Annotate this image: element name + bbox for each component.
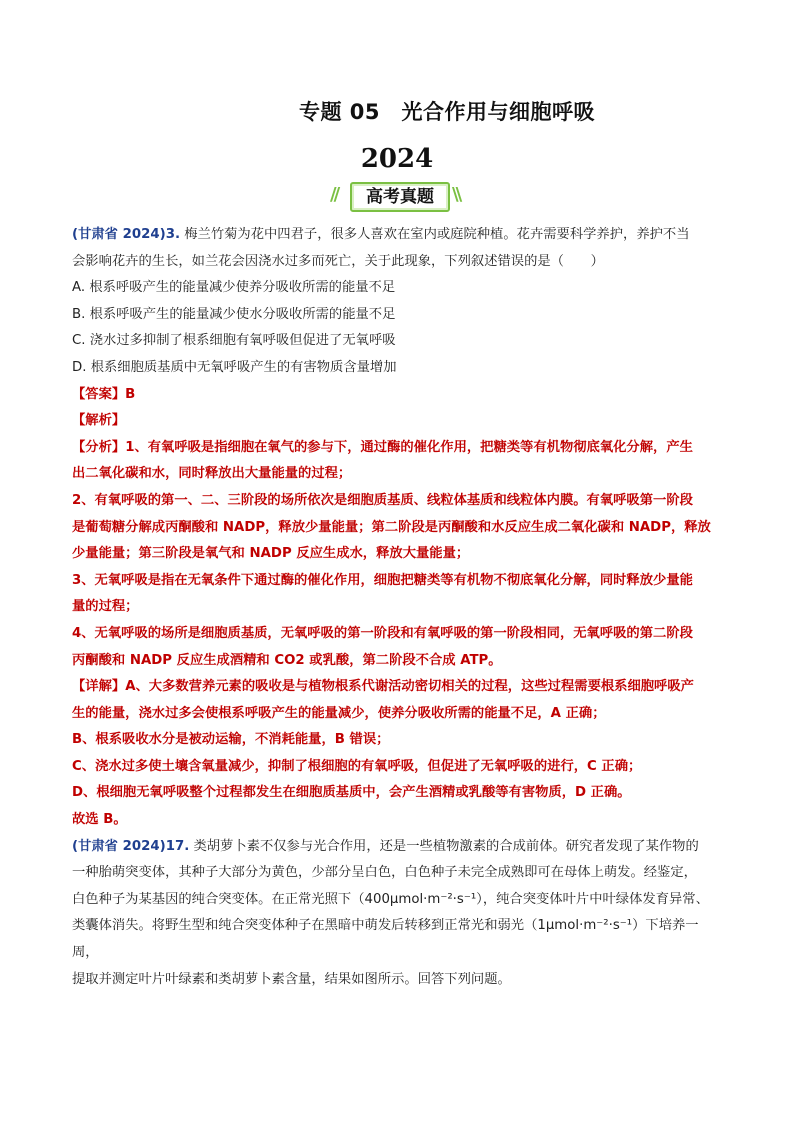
question-17-stem	[72, 834, 722, 861]
fenxi-text: 是葡萄糖分解成丙酮酸和 NADP，释放少量能量；第二阶段是丙酮酸和水反应生成二氧化碳和 NADP，释放	[72, 519, 711, 535]
fenxi-text: 3、无氧呼吸是指在无氧条件下通过酶的催化作用，细胞把糖类等有机物不彻底氧化分解，同时释放少量能	[72, 572, 693, 588]
stem-line: 提取并测定叶片叶绿素和类胡萝卜素含量，结果如图所示。回答下列问题。	[72, 971, 511, 987]
exam-banner	[0, 182, 794, 210]
xiangjie-text: B、根系吸收水分是被动运输，不消耗能量，B 错误；	[72, 732, 390, 748]
stem-line: 梅兰竹菊为花中四君子，很多人喜欢在室内或庭院种植。花卉需要科学养护，养护不当	[180, 227, 690, 242]
option-c: C. 浇水过多抑制了根系细胞有氧呼吸但促进了无氧呼吸	[72, 333, 396, 349]
banner-label: 高考真题	[350, 182, 450, 212]
stem-line: 类胡萝卜素不仅参与光合作用，还是一些植物激素的合成前体。研究者发现了某作物的	[189, 838, 699, 854]
question-source: (甘肃省 2024)	[72, 838, 166, 854]
page-title: 专题 05 光合作用与细胞呼吸	[298, 100, 596, 124]
stem-line: 一种胎萌突变体，其种子大部分为黄色，少部分呈白色，白色种子未完全成熟即可在母体上萌发。经鉴定，	[72, 865, 697, 881]
question-source: (甘肃省 2024)	[72, 227, 166, 242]
fenxi-text: 量的过程；	[72, 599, 139, 615]
question-3-stem	[72, 222, 722, 249]
xiangjie-text: A、大多数营养元素的吸收是与植物根系代谢活动密切相关的过程，这些过程需要根系细胞呼吸产	[125, 679, 694, 695]
fenxi-text: 2、有氧呼吸的第一、二、三阶段的场所依次是细胞质基质、线粒体基质和线粒体内膜。有氧呼吸第一阶段	[72, 492, 693, 508]
xiangjie-text: D、根细胞无氧呼吸整个过程都发生在细胞质基质中，会产生酒精或乳酸等有害物质，D 正确。	[72, 785, 631, 801]
fenxi-text: 丙酮酸和 NADP 反应生成酒精和 CO2 或乳酸，第二阶段不合成 ATP。	[72, 652, 502, 668]
question-number: 17.	[165, 838, 190, 854]
fenxi-text: 4、无氧呼吸的场所是细胞质基质，无氧呼吸的第一阶段和有氧呼吸的第一阶段相同，无氧呼吸的第二阶段	[72, 625, 693, 641]
option-b: B. 根系呼吸产生的能量减少使水分吸收所需的能量不足	[72, 306, 396, 322]
stem-line: 会影响花卉的生长，如兰花会因浇水过多而死亡，关于此现象，下列叙述错误的是（ ）	[72, 253, 604, 269]
fenxi-text: 出二氧化碳和水，同时释放出大量能量的过程；	[72, 466, 352, 482]
banner-slash-left: //	[330, 184, 338, 205]
fenxi-label: 【分析】	[72, 439, 126, 455]
fenxi-text: 1、有氧呼吸是指细胞在氧气的参与下，通过酶的催化作用，把糖类等有机物彻底氧化分解，产生	[125, 439, 693, 455]
analysis-heading: 【解析】	[72, 413, 126, 429]
fenxi-line	[72, 435, 722, 462]
xiangjie-text: 生的能量，浇水过多会使根系呼吸产生的能量减少，使养分吸收所需的能量不足，A 正确；	[72, 705, 606, 721]
content-body	[72, 222, 722, 993]
xiangjie-line	[72, 674, 722, 701]
conclusion: 故选 B。	[72, 812, 127, 828]
option-a: A. 根系呼吸产生的能量减少使养分吸收所需的能量不足	[72, 280, 396, 296]
fenxi-text: 少量能量；第三阶段是氧气和 NADP 反应生成水，释放大量能量；	[72, 546, 470, 562]
stem-line: 白色种子为某基因的纯合突变体。在正常光照下（400μmol·m⁻²·s⁻¹），纯合突变体叶片中叶绿体发育异常、	[72, 891, 709, 907]
option-d: D. 根系细胞质基质中无氧呼吸产生的有害物质含量增加	[72, 359, 397, 375]
banner-slash-right: \\	[452, 184, 460, 205]
xiangjie-label: 【详解】	[72, 679, 126, 695]
question-number: 3.	[165, 227, 180, 242]
answer: 【答案】B	[72, 386, 136, 402]
stem-line: 类囊体消失。将野生型和纯合突变体种子在黑暗中萌发后转移到正常光和弱光（1μmol·m⁻²·s⁻¹）下培养一周，	[72, 918, 699, 961]
year-heading: 2024	[360, 144, 434, 174]
xiangjie-text: C、浇水过多使土壤含氧量减少，抑制了根细胞的有氧呼吸，但促进了无氧呼吸的进行，C 正确；	[72, 758, 642, 774]
